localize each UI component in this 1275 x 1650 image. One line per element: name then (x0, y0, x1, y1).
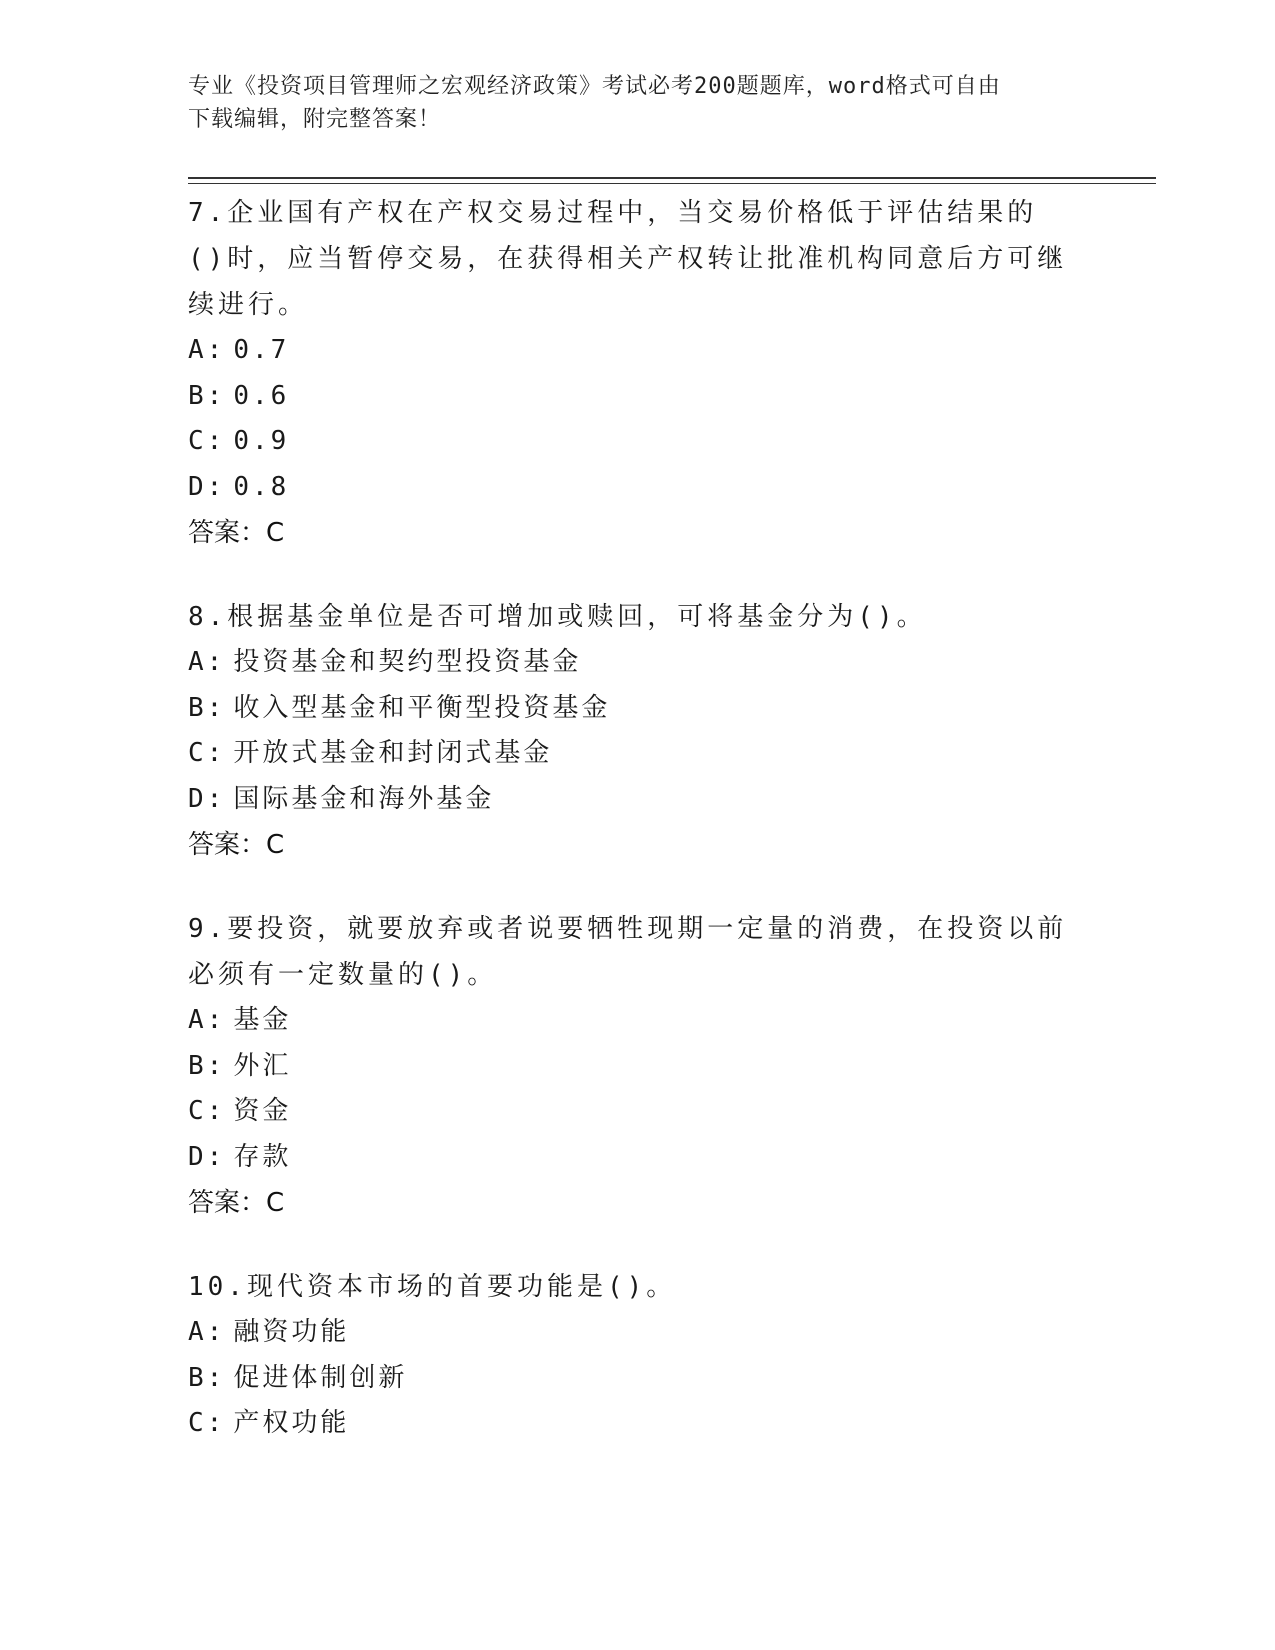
option-c (188, 419, 1068, 465)
question-stem: 10.现代资本市场的首要功能是()。 (188, 1272, 677, 1302)
question-9 (188, 906, 1068, 1226)
question-10 (188, 1264, 1068, 1447)
option-b (188, 1044, 1068, 1090)
answer-line: 答案：C (188, 518, 285, 548)
document-header (188, 70, 1088, 136)
option-text: 投资基金和契约型投资基金 (233, 647, 582, 677)
option-text: 0.7 (233, 335, 290, 365)
option-key: D: (188, 1141, 226, 1172)
option-d (188, 465, 1068, 511)
option-text: 资金 (233, 1096, 292, 1126)
header-divider-thin (188, 183, 1156, 184)
option-c (188, 731, 1068, 777)
option-text: 0.9 (233, 426, 290, 456)
option-key: A: (188, 1317, 226, 1347)
answer-line: 答案：C (188, 1188, 285, 1218)
option-key: A: (188, 335, 226, 365)
question-list (188, 190, 1068, 1485)
option-b (188, 686, 1068, 732)
option-text: 收入型基金和平衡型投资基金 (233, 692, 611, 723)
option-key: A: (188, 1005, 226, 1035)
option-c (188, 1089, 1068, 1135)
option-b (188, 1356, 1068, 1402)
option-key: C: (188, 1096, 226, 1126)
header-divider-thick (188, 177, 1156, 179)
option-text: 0.6 (233, 380, 290, 411)
option-text: 基金 (233, 1005, 292, 1035)
option-d (188, 1135, 1068, 1181)
option-text: 0.8 (233, 471, 290, 502)
option-key: B: (188, 1050, 226, 1081)
header-line-2: 下载编辑，附完整答案！ (188, 107, 442, 132)
question-7 (188, 190, 1068, 556)
option-key: B: (188, 380, 226, 411)
question-stem: 9.要投资，就要放弃或者说要牺牲现期一定量的消费，在投资以前必须有一定数量的()。 (188, 914, 1068, 990)
option-a (188, 328, 1068, 374)
option-a (188, 1310, 1068, 1356)
option-key: C: (188, 1408, 226, 1438)
option-key: C: (188, 426, 226, 456)
header-line-1: 专业《投资项目管理师之宏观经济政策》考试必考200题题库，word格式可自由 (188, 74, 1001, 99)
option-a (188, 640, 1068, 686)
option-b (188, 374, 1068, 420)
option-text: 开放式基金和封闭式基金 (233, 738, 553, 768)
option-key: A: (188, 647, 226, 677)
option-key: C: (188, 738, 226, 768)
option-text: 产权功能 (233, 1408, 350, 1438)
option-text: 存款 (233, 1141, 292, 1172)
option-a (188, 998, 1068, 1044)
option-text: 外汇 (233, 1050, 292, 1081)
question-8 (188, 594, 1068, 868)
answer-line: 答案：C (188, 830, 285, 860)
option-text: 融资功能 (233, 1317, 350, 1347)
question-stem: 7.企业国有产权在产权交易过程中，当交易价格低于评估结果的()时，应当暂停交易，在获得相关产权转让批准机构同意后方可继续进行。 (188, 198, 1068, 320)
option-c (188, 1401, 1068, 1447)
option-key: B: (188, 1362, 226, 1393)
option-text: 促进体制创新 (233, 1362, 408, 1393)
option-key: B: (188, 692, 226, 723)
option-key: D: (188, 783, 226, 814)
option-text: 国际基金和海外基金 (233, 783, 495, 814)
question-stem: 8.根据基金单位是否可增加或赎回，可将基金分为()。 (188, 602, 927, 632)
option-key: D: (188, 471, 226, 502)
option-d (188, 777, 1068, 823)
